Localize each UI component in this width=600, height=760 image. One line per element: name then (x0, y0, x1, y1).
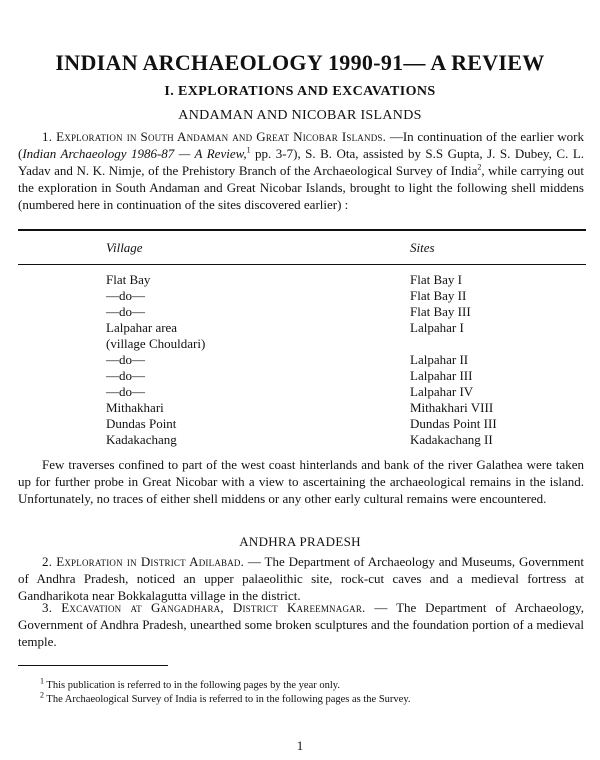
page-title: INDIAN ARCHAEOLOGY 1990-91— A REVIEW (55, 50, 545, 75)
paragraph-1-text-b: pp. 3-7), S. B. Ota, assisted by S.S Gupta, J. S. Dubey, C. L. Yadav and N. K. Nimje, of the Prehistory Branch of the Archaeological Survey of India (18, 146, 585, 178)
site-cell: Lalpahar III (410, 368, 473, 383)
village-cell: —do— (106, 304, 145, 319)
footnote-2 (40, 690, 411, 705)
footnote-1-text: This publication is referred to in the following pages by the year only. (44, 680, 340, 691)
paragraph-1-heading: 1. Exploration in South Andaman and Great Nicobar Islands. (42, 129, 387, 144)
village-cell: —do— (106, 368, 145, 383)
page-number: 1 (296, 738, 304, 753)
footnote-1-mark: 1 (40, 676, 44, 686)
footnote-1 (40, 676, 340, 691)
site-cell: Mithakhari VIII (410, 400, 494, 415)
paragraph-1-italic-ref: Indian Archaeology 1986-87 — A Review, (22, 146, 247, 161)
site-cell: Flat Bay I (410, 272, 462, 287)
village-cell: —do— (106, 352, 145, 367)
village-cell: Dundas Point (106, 416, 177, 431)
village-cell: Flat Bay (106, 272, 151, 287)
table-header-rule (18, 264, 586, 265)
paragraph-3-heading: 2. Exploration in District Adilabad. (42, 554, 245, 569)
site-cell: Dundas Point III (410, 416, 497, 431)
site-cell: Lalpahar I (410, 320, 464, 335)
village-cell: Lalpahar area (106, 320, 178, 335)
section-heading: I. EXPLORATIONS AND EXCAVATIONS (164, 84, 436, 99)
region-heading-andhra: ANDHRA PRADESH (239, 534, 361, 549)
paragraph-3 (18, 553, 584, 604)
footnote-rule (18, 665, 168, 666)
column-header-sites: Sites (410, 240, 435, 255)
column-header-village: Village (106, 240, 143, 255)
paragraph-1-text-a: —In continuation of the earlier work ( (18, 129, 584, 161)
site-cell: Kadakachang II (410, 432, 493, 447)
paragraph-4-heading: 3. Excavation at Gangadhara, District Kareemnagar. (42, 600, 366, 615)
paragraph-1 (18, 128, 584, 213)
table-top-rule (18, 229, 586, 231)
footnote-mark-2: 2 (477, 162, 482, 172)
site-cell: Flat Bay II (410, 288, 467, 303)
paragraph-4-text: — The Department of Archaeology, Government of Andhra Pradesh, unearthed some broken sculptures and the foundation portion of a medieval temple. (18, 600, 584, 649)
village-cell: (village Chouldari) (106, 336, 206, 351)
site-cell: Lalpahar IV (410, 384, 474, 399)
village-cell: Kadakachang (106, 432, 177, 447)
village-cell: —do— (106, 288, 145, 303)
paragraph-2 (18, 456, 584, 507)
footnote-2-mark: 2 (40, 690, 44, 700)
paragraph-2-text: Few traverses confined to part of the west coast hinterlands and bank of the river Galathea were taken up for further probe in Great Nicobar with a view to ascertaining the archaeological remains in the island. Unfortunately, no traces of either shell middens or any other early cultural remains were encountered. (18, 457, 584, 506)
paragraph-1-text-c: , while carrying out the exploration in South Andaman and Great Nicobar Islands, brought to light the following shell middens (numbered here in continuation of the sites discovered earlier) : (18, 163, 584, 212)
village-cell: —do— (106, 384, 145, 399)
village-cell: Mithakhari (106, 400, 164, 415)
paragraph-3-text: — The Department of Archaeology and Museums, Government of Andhra Pradesh, noticed an upper palaeolithic site, rock-cut caves and a medieval fortress at Gandharikota near Bokkalagutta village in the district. (18, 554, 584, 603)
footnote-mark-1: 1 (246, 145, 251, 155)
footnote-2-text: The Archaeological Survey of India is referred to in the following pages as the Survey. (44, 694, 411, 705)
region-heading-andaman: ANDAMAN AND NICOBAR ISLANDS (178, 108, 422, 123)
paragraph-4 (18, 599, 584, 650)
site-cell: Flat Bay III (410, 304, 471, 319)
site-cell: Lalpahar II (410, 352, 469, 367)
